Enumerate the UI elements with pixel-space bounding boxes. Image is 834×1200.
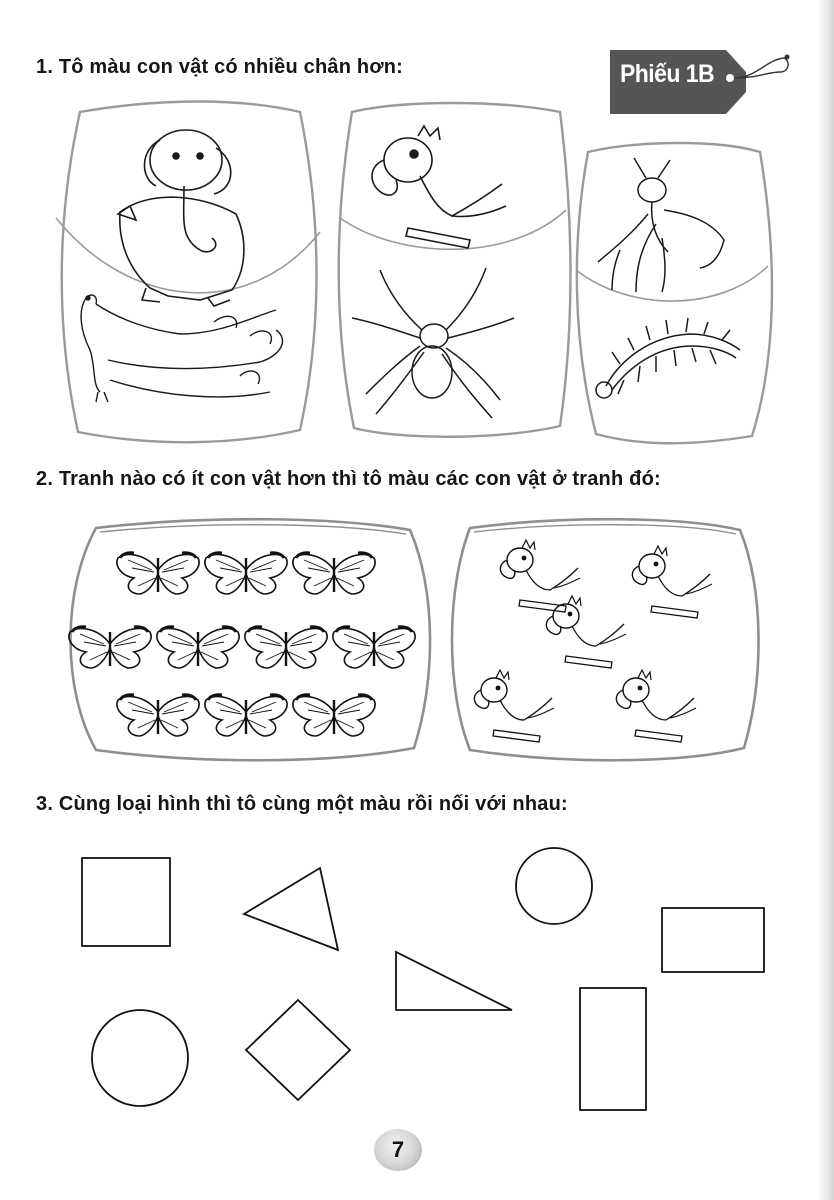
shape-circle-1[interactable] xyxy=(516,848,592,924)
exercise-2-heading: 2. Tranh nào có ít con vật hơn thì tô màu các con vật ở tranh đó: xyxy=(36,468,661,490)
shape-square-1[interactable] xyxy=(82,858,170,946)
page-number-text: 7 xyxy=(391,1137,405,1162)
page-number xyxy=(374,1129,424,1173)
shape-rectangle-1[interactable] xyxy=(662,908,764,972)
shape-triangle-2[interactable] xyxy=(396,952,512,1010)
exercise-3-heading: 3. Cùng loại hình thì tô cùng một màu rồi nối với nhau: xyxy=(36,793,568,815)
tag-label: Phiếu 1B xyxy=(620,60,714,88)
shape-circle-2[interactable] xyxy=(92,1010,188,1106)
shape-square-2[interactable] xyxy=(246,1000,350,1100)
shape-triangle-1[interactable] xyxy=(244,868,338,950)
exercise-1-heading: 1. Tô màu con vật có nhiều chân hơn: xyxy=(36,56,404,78)
shape-rectangle-2[interactable] xyxy=(580,988,646,1110)
